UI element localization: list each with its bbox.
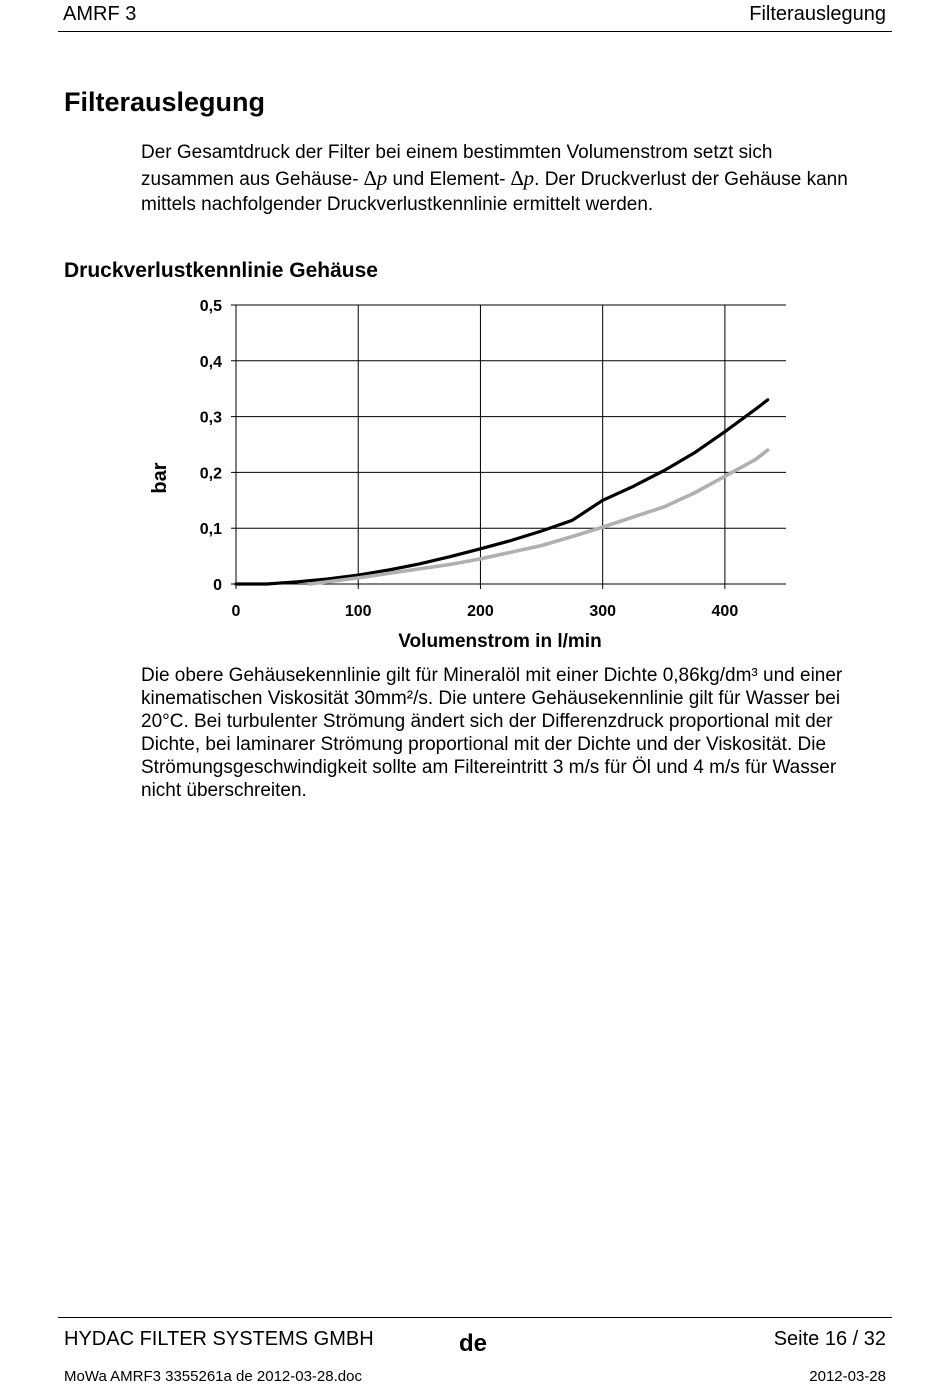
chart-heading: Druckverlustkennlinie Gehäuse	[64, 259, 378, 282]
page-title: Filterauslegung	[64, 87, 266, 117]
footer-language: de	[459, 1330, 488, 1357]
x-axis-label: Volumenstrom in l/min	[398, 631, 602, 652]
description-paragraph	[141, 664, 901, 802]
description-line-3: 20°C. Bei turbulenter Strömung ändert sich der Differenzdruck proportional mit der	[141, 711, 833, 732]
y-tick-label: 0,3	[199, 409, 222, 427]
x-tick-label: 0	[231, 603, 241, 620]
delta-p-symbol: ∆p	[363, 165, 388, 190]
series-line-mineral-oil	[236, 400, 768, 584]
y-axis-label: bar	[149, 462, 171, 494]
x-tick-label: 400	[711, 603, 739, 620]
delta-p-symbol-2: ∆p	[510, 165, 535, 190]
description-line-5: Strömungsgeschwindigkeit sollte am Filtereintritt 3 m/s für Öl und 4 m/s für Wasser	[141, 757, 837, 778]
intro-line-2-b: und Element-	[392, 168, 506, 190]
y-tick-label: 0	[213, 577, 222, 594]
footer-rule	[58, 1317, 892, 1318]
y-tick-label: 0,4	[199, 353, 222, 371]
footer-date: 2012-03-28	[809, 1368, 886, 1385]
intro-line-1: Der Gesamtdruck der Filter bei einem bestimmten Volumenstrom setzt sich	[141, 142, 773, 163]
description-line-2: kinematischen Viskosität 30mm²/s. Die untere Gehäusekennlinie gilt für Wasser bei	[141, 688, 841, 709]
y-tick-label: 0,2	[199, 465, 222, 483]
x-tick-label: 200	[467, 603, 494, 620]
y-tick-label: 0,5	[199, 298, 222, 315]
footer-doc-reference: MoWa AMRF3 3355261a de 2012-03-28.doc	[64, 1368, 362, 1385]
header-section-title: Filterauslegung	[749, 3, 886, 25]
description-line-4: Dichte, bei laminarer Strömung proportional mit der Dichte und der Viskosität. Die	[141, 734, 827, 755]
intro-line-2-c: . Der Druckverlust der Gehäuse kann	[534, 168, 848, 190]
chart-ticks	[200, 298, 739, 620]
chart-series	[236, 400, 768, 584]
y-tick-label: 0,1	[199, 521, 222, 539]
footer-page-number: Seite 16 / 32	[773, 1328, 886, 1350]
intro-line-3: mittels nachfolgender Druckverlustkennlinie ermittelt werden.	[141, 194, 654, 215]
x-tick-label: 300	[589, 603, 617, 620]
description-line-6: nicht überschreiten.	[141, 780, 307, 801]
intro-line-2-a: zusammen aus Gehäuse-	[141, 168, 359, 190]
footer-company: HYDAC FILTER SYSTEMS GMBH	[64, 1328, 374, 1350]
description-line-1: Die obere Gehäusekennlinie gilt für Mineralöl mit einer Dichte 0,86kg/dm³ und einer	[141, 665, 843, 686]
x-tick-label: 100	[344, 603, 372, 620]
header-doc-id: AMRF 3	[63, 3, 137, 25]
series-line-water	[309, 450, 767, 584]
